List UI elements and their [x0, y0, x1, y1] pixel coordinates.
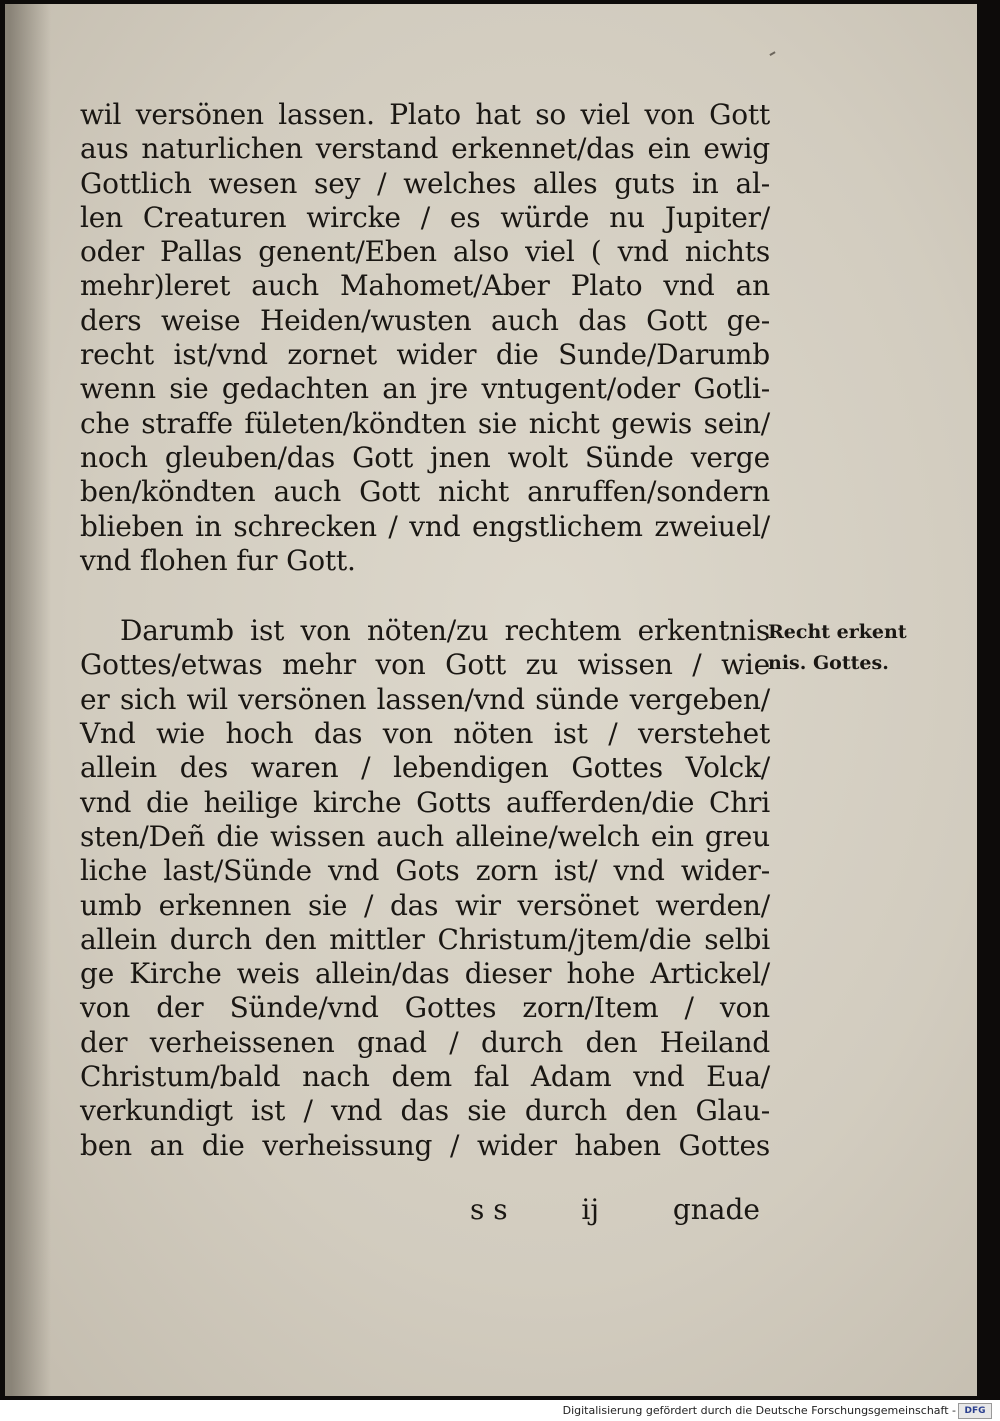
text-line: Gottlich wesen sey / welches alles guts in al-	[80, 166, 770, 200]
marginal-note	[768, 617, 918, 679]
text-line: allein durch den mittler Christum/jtem/die selbi	[80, 922, 770, 956]
page-spine-shadow	[11, 4, 51, 1396]
text-line: ben an die verheissung / wider haben Gottes	[80, 1128, 770, 1162]
footer-bar	[0, 1400, 1000, 1421]
text-line: vnd die heilige kirche Gotts aufferden/die Chri	[80, 785, 770, 819]
text-line: mehr)leret auch Mahomet/Aber Plato vnd an	[80, 269, 770, 303]
text-line: oder Pallas genent/Eben also viel ( vnd nichts	[80, 235, 770, 269]
text-line: wil versönen lassen. Plato hat so viel von Gott	[80, 98, 770, 131]
marginal-note-line: nis. Gottes.	[768, 652, 889, 674]
text-line: der verheissenen gnad / durch den Heiland	[80, 1025, 770, 1059]
text-line: noch gleuben/das Gott jnen wolt Sünde verge	[80, 440, 770, 474]
signature-mark: s s	[470, 1193, 508, 1226]
text-line: von der Sünde/vnd Gottes zorn/Item / von	[80, 991, 770, 1025]
funding-credit: Digitalisierung gefördert durch die Deutsche Forschungsgemeinschaft -	[562, 1404, 956, 1417]
text-line: che straffe fületen/köndten sie nicht gewis sein/	[80, 406, 770, 440]
text-line: Vnd wie hoch das von nöten ist / verstehet	[80, 717, 770, 751]
paragraph-2	[80, 614, 770, 1163]
text-line: ben/köndten auch Gott nicht anruffen/sondern	[80, 475, 770, 509]
text-line: recht ist/vnd zornet wider die Sunde/Darumb	[80, 338, 770, 372]
signature-number: ij	[581, 1193, 600, 1226]
text-line: ders weise Heiden/wusten auch das Gott ge-	[80, 303, 770, 337]
text-line: vnd flohen fur Gott.	[80, 543, 356, 577]
text-line: er sich wil versönen lassen/vnd sünde vergeben/	[80, 682, 770, 716]
marginal-note-line: Recht erkent	[768, 621, 907, 643]
dfg-logo: DFG	[958, 1403, 992, 1419]
text-line: sten/Deñ die wissen auch alleine/welch ein greu	[80, 819, 770, 853]
catchword: gnade	[672, 1193, 760, 1226]
main-text-block	[80, 98, 770, 1163]
text-line: allein des waren / lebendigen Gottes Volck/	[80, 751, 770, 785]
paragraph-1	[80, 98, 770, 578]
text-line: wenn sie gedachten an jre vntugent/oder Gotli-	[80, 372, 770, 406]
text-line: Darumb ist von nöten/zu rechtem erkentnis	[120, 614, 770, 648]
text-line: liche last/Sünde vnd Gots zorn ist/ vnd wider-	[80, 854, 770, 888]
text-line: ge Kirche weis allein/das dieser hohe Artickel/	[80, 957, 770, 991]
text-line: umb erkennen sie / das wir versönet werden/	[80, 888, 770, 922]
text-line: aus naturlichen verstand erkennet/das ein ewig	[80, 132, 770, 166]
paragraph-gap	[80, 578, 770, 614]
text-line: verkundigt ist / vnd das sie durch den Glau-	[80, 1094, 770, 1128]
text-line: blieben in schrecken / vnd engstlichem zweiuel/	[80, 509, 770, 543]
signature-and-catchword	[470, 1193, 760, 1226]
text-line: Christum/bald nach dem fal Adam vnd Eua/	[80, 1060, 770, 1094]
text-line: len Creaturen wircke / es würde nu Jupiter/	[80, 200, 770, 234]
text-line: Gottes/etwas mehr von Gott zu wissen / wie	[80, 648, 770, 682]
